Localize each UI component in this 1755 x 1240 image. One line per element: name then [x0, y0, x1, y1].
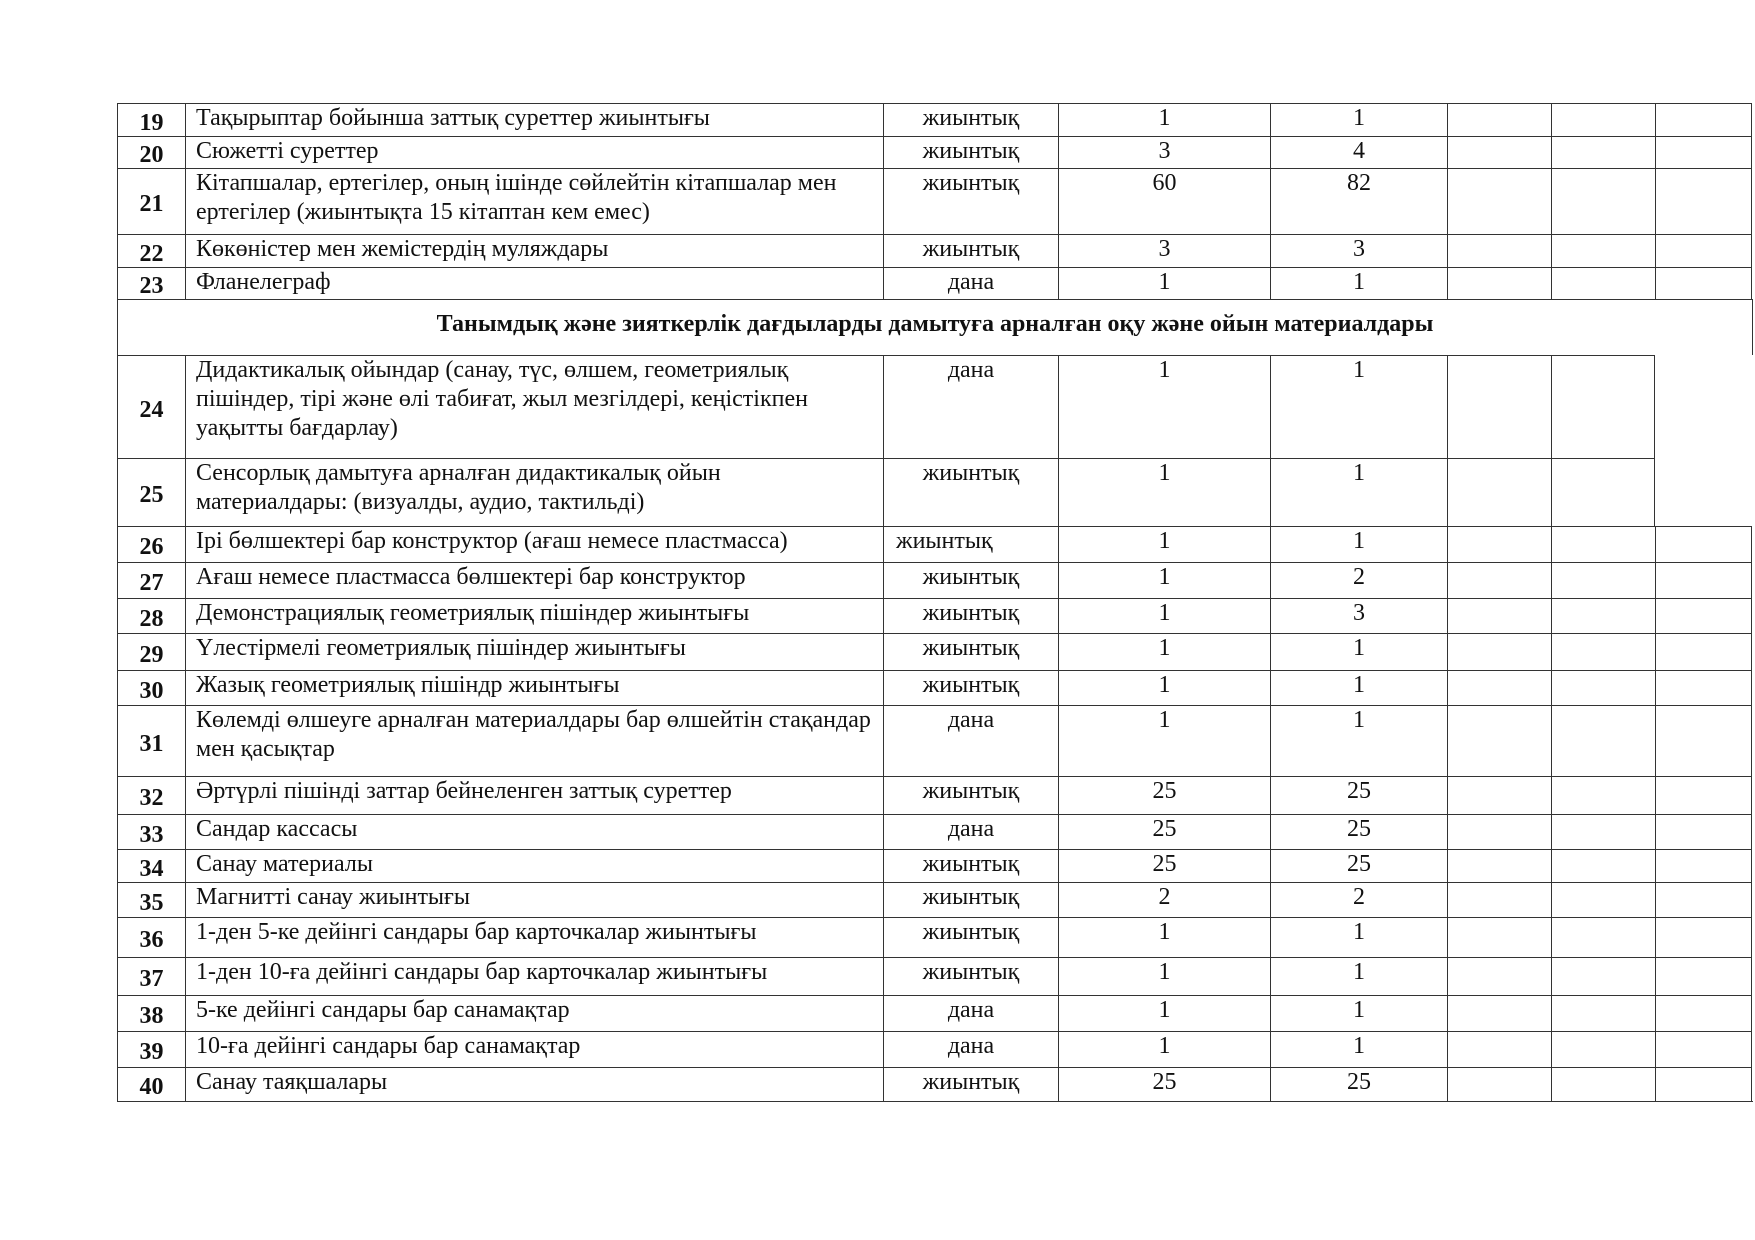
- item-unit: дана: [883, 355, 1058, 458]
- empty-cell: [1447, 1031, 1551, 1067]
- empty-cell: [1551, 917, 1655, 957]
- quantity-actual: 1: [1270, 917, 1447, 957]
- quantity-norm: 1: [1058, 103, 1270, 136]
- table-row: [117, 814, 1753, 849]
- empty-cell: [1447, 1067, 1551, 1101]
- item-unit: жиынтық: [883, 670, 1058, 705]
- row-number: 29: [117, 633, 185, 670]
- empty-cell: [1655, 776, 1752, 814]
- table-row: [117, 633, 1753, 670]
- row-number: 33: [117, 814, 185, 849]
- table-row: [117, 849, 1753, 882]
- empty-cell: [1551, 670, 1655, 705]
- empty-cell: [1447, 882, 1551, 917]
- item-name: Магнитті санау жиынтығы: [185, 882, 883, 917]
- empty-cell: [1447, 267, 1551, 299]
- table-row: [117, 103, 1753, 136]
- empty-cell: [1447, 458, 1551, 526]
- item-unit: жиынтық: [883, 526, 1058, 562]
- item-name: Сенсорлық дамытуға арналған дидактикалық ойын материалдары: (визуалды, аудио, тактильді): [185, 458, 883, 526]
- row-number: 26: [117, 526, 185, 562]
- quantity-actual: 1: [1270, 995, 1447, 1031]
- empty-cell: [1655, 882, 1752, 917]
- quantity-norm: 3: [1058, 234, 1270, 267]
- row-number: 20: [117, 136, 185, 168]
- row-number: 27: [117, 562, 185, 598]
- item-name: Демонстрациялық геометриялық пішіндер жиынтығы: [185, 598, 883, 633]
- empty-cell: [1447, 168, 1551, 234]
- row-number: 40: [117, 1067, 185, 1101]
- quantity-actual: 82: [1270, 168, 1447, 234]
- item-name: 10-ға дейінгі сандары бар санамақтар: [185, 1031, 883, 1067]
- quantity-norm: 1: [1058, 355, 1270, 458]
- quantity-norm: 3: [1058, 136, 1270, 168]
- quantity-norm: 25: [1058, 814, 1270, 849]
- quantity-actual: 1: [1270, 458, 1447, 526]
- empty-cell: [1447, 814, 1551, 849]
- row-number: 25: [117, 458, 185, 526]
- quantity-norm: 25: [1058, 849, 1270, 882]
- item-name: Сюжетті суреттер: [185, 136, 883, 168]
- item-name: Санау таяқшалары: [185, 1067, 883, 1101]
- table-row: [117, 267, 1753, 299]
- empty-cell: [1551, 103, 1655, 136]
- empty-cell: [1447, 776, 1551, 814]
- item-name: Көлемді өлшеуге арналған материалдары бар өлшейтін стақандар мен қасықтар: [185, 705, 883, 776]
- empty-cell: [1655, 633, 1752, 670]
- empty-cell: [1655, 562, 1752, 598]
- table-row: [117, 670, 1753, 705]
- empty-cell: [1655, 136, 1752, 168]
- item-name: Көкөністер мен жемістердің муляждары: [185, 234, 883, 267]
- table-bottom-border: [117, 1101, 1753, 1102]
- quantity-actual: 2: [1270, 882, 1447, 917]
- item-unit: жиынтық: [883, 882, 1058, 917]
- quantity-norm: 1: [1058, 1031, 1270, 1067]
- empty-cell: [1551, 882, 1655, 917]
- table-row: [117, 526, 1753, 562]
- quantity-norm: 1: [1058, 670, 1270, 705]
- row-number: 19: [117, 103, 185, 136]
- empty-cell: [1655, 526, 1752, 562]
- empty-cell: [1551, 957, 1655, 995]
- empty-cell: [1551, 776, 1655, 814]
- quantity-norm: 1: [1058, 267, 1270, 299]
- quantity-actual: 4: [1270, 136, 1447, 168]
- empty-cell: [1447, 995, 1551, 1031]
- row-number: 38: [117, 995, 185, 1031]
- item-unit: дана: [883, 995, 1058, 1031]
- empty-cell: [1551, 168, 1655, 234]
- quantity-norm: 1: [1058, 562, 1270, 598]
- table-row: [117, 882, 1753, 917]
- empty-cell: [1655, 1031, 1752, 1067]
- item-name: Сандар кассасы: [185, 814, 883, 849]
- empty-cell: [1551, 234, 1655, 267]
- empty-cell: [1655, 995, 1752, 1031]
- item-name: Дидактикалық ойындар (санау, түс, өлшем, геометриялық пішіндер, тірі және өлі табиғат, жыл мезгілдері, кеңістікпен уақытты бағдарлау): [185, 355, 883, 458]
- row-number: 37: [117, 957, 185, 995]
- quantity-actual: 2: [1270, 562, 1447, 598]
- empty-cell: [1655, 234, 1752, 267]
- quantity-norm: 1: [1058, 917, 1270, 957]
- empty-cell: [1655, 598, 1752, 633]
- table-row: [117, 995, 1753, 1031]
- item-unit: жиынтық: [883, 103, 1058, 136]
- item-name: Ағаш немесе пластмасса бөлшектері бар конструктор: [185, 562, 883, 598]
- table-row: [117, 776, 1753, 814]
- empty-cell: [1551, 267, 1655, 299]
- item-unit: жиынтық: [883, 633, 1058, 670]
- item-unit: жиынтық: [883, 136, 1058, 168]
- quantity-actual: 25: [1270, 1067, 1447, 1101]
- item-unit: жиынтық: [883, 917, 1058, 957]
- item-name: Жазық геометриялық пішіндр жиынтығы: [185, 670, 883, 705]
- table-row: [117, 1031, 1753, 1067]
- quantity-norm: 1: [1058, 598, 1270, 633]
- quantity-norm: 1: [1058, 633, 1270, 670]
- quantity-actual: 1: [1270, 633, 1447, 670]
- item-name: 1-ден 5-ке дейінгі сандары бар карточкалар жиынтығы: [185, 917, 883, 957]
- quantity-norm: 60: [1058, 168, 1270, 234]
- empty-cell: [1551, 995, 1655, 1031]
- item-name: 5-ке дейінгі сандары бар санамақтар: [185, 995, 883, 1031]
- empty-cell: [1551, 526, 1655, 562]
- table-row: [117, 355, 1753, 458]
- empty-cell: [1447, 526, 1551, 562]
- row-number: 32: [117, 776, 185, 814]
- quantity-actual: 1: [1270, 526, 1447, 562]
- table-row: [117, 598, 1753, 633]
- empty-cell: [1655, 849, 1752, 882]
- empty-cell: [1551, 562, 1655, 598]
- row-number: 28: [117, 598, 185, 633]
- row-number: 21: [117, 168, 185, 234]
- quantity-actual: 25: [1270, 776, 1447, 814]
- empty-cell: [1447, 598, 1551, 633]
- row-number: 22: [117, 234, 185, 267]
- quantity-norm: 2: [1058, 882, 1270, 917]
- section-title: Танымдық және зияткерлік дағдыларды дамытуға арналған оқу және ойын материалдары: [117, 299, 1753, 355]
- table-row: [117, 1067, 1753, 1101]
- item-name: Санау материалы: [185, 849, 883, 882]
- table-row: [117, 917, 1753, 957]
- quantity-norm: 1: [1058, 995, 1270, 1031]
- empty-cell: [1655, 814, 1752, 849]
- row-number: 34: [117, 849, 185, 882]
- empty-cell: [1655, 168, 1752, 234]
- empty-cell: [1447, 849, 1551, 882]
- quantity-actual: 1: [1270, 1031, 1447, 1067]
- quantity-norm: 1: [1058, 957, 1270, 995]
- item-unit: жиынтық: [883, 776, 1058, 814]
- inventory-table: [117, 103, 1753, 1102]
- item-unit: жиынтық: [883, 234, 1058, 267]
- table-row: [117, 234, 1753, 267]
- empty-cell: [1447, 957, 1551, 995]
- item-name: Кітапшалар, ертегілер, оның ішінде сөйлейтін кітапшалар мен ертегілер (жиынтықта 15 кітаптан кем емес): [185, 168, 883, 234]
- quantity-norm: 1: [1058, 458, 1270, 526]
- item-unit: дана: [883, 705, 1058, 776]
- empty-cell: [1655, 705, 1752, 776]
- item-unit: жиынтық: [883, 849, 1058, 882]
- row-number: 31: [117, 705, 185, 776]
- row-number: 30: [117, 670, 185, 705]
- item-name: 1-ден 10-ға дейінгі сандары бар карточкалар жиынтығы: [185, 957, 883, 995]
- item-unit: жиынтық: [883, 458, 1058, 526]
- quantity-norm: 25: [1058, 1067, 1270, 1101]
- empty-cell: [1447, 136, 1551, 168]
- empty-cell: [1551, 355, 1655, 458]
- item-unit: жиынтық: [883, 957, 1058, 995]
- empty-cell: [1551, 598, 1655, 633]
- quantity-actual: 3: [1270, 598, 1447, 633]
- empty-cell: [1551, 814, 1655, 849]
- quantity-actual: 1: [1270, 670, 1447, 705]
- empty-cell: [1447, 633, 1551, 670]
- item-unit: жиынтық: [883, 598, 1058, 633]
- quantity-actual: 3: [1270, 234, 1447, 267]
- empty-cell: [1551, 1067, 1655, 1101]
- item-unit: жиынтық: [883, 168, 1058, 234]
- quantity-norm: 1: [1058, 526, 1270, 562]
- item-name: Үлестірмелі геометриялық пішіндер жиынтығы: [185, 633, 883, 670]
- item-unit: дана: [883, 814, 1058, 849]
- empty-cell: [1447, 670, 1551, 705]
- empty-cell: [1551, 1031, 1655, 1067]
- table-row: [117, 168, 1753, 234]
- empty-cell: [1551, 849, 1655, 882]
- empty-cell: [1551, 458, 1655, 526]
- empty-cell: [1447, 355, 1551, 458]
- row-number: 24: [117, 355, 185, 458]
- row-number: 39: [117, 1031, 185, 1067]
- table-row: [117, 562, 1753, 598]
- row-number: 23: [117, 267, 185, 299]
- item-name: Тақырыптар бойынша заттық суреттер жиынтығы: [185, 103, 883, 136]
- section-row: [117, 299, 1753, 355]
- item-name: Фланелеграф: [185, 267, 883, 299]
- item-unit: дана: [883, 1031, 1058, 1067]
- empty-cell: [1551, 633, 1655, 670]
- quantity-actual: 1: [1270, 355, 1447, 458]
- quantity-actual: 1: [1270, 267, 1447, 299]
- quantity-actual: 25: [1270, 849, 1447, 882]
- table-row: [117, 957, 1753, 995]
- quantity-norm: 25: [1058, 776, 1270, 814]
- quantity-actual: 1: [1270, 705, 1447, 776]
- table-row: [117, 458, 1753, 526]
- empty-cell: [1655, 670, 1752, 705]
- empty-cell: [1655, 103, 1752, 136]
- item-unit: дана: [883, 267, 1058, 299]
- empty-cell: [1447, 917, 1551, 957]
- quantity-actual: 1: [1270, 103, 1447, 136]
- empty-cell: [1655, 957, 1752, 995]
- row-number: 35: [117, 882, 185, 917]
- empty-cell: [1655, 1067, 1752, 1101]
- empty-cell: [1447, 705, 1551, 776]
- table-row: [117, 136, 1753, 168]
- empty-cell: [1655, 267, 1752, 299]
- empty-cell: [1447, 562, 1551, 598]
- item-name: Әртүрлі пішінді заттар бейнеленген заттық суреттер: [185, 776, 883, 814]
- quantity-actual: 25: [1270, 814, 1447, 849]
- empty-cell: [1551, 705, 1655, 776]
- quantity-actual: 1: [1270, 957, 1447, 995]
- empty-cell: [1655, 917, 1752, 957]
- quantity-norm: 1: [1058, 705, 1270, 776]
- item-unit: жиынтық: [883, 562, 1058, 598]
- item-unit: жиынтық: [883, 1067, 1058, 1101]
- empty-cell: [1447, 103, 1551, 136]
- empty-cell: [1447, 234, 1551, 267]
- row-number: 36: [117, 917, 185, 957]
- table-row: [117, 705, 1753, 776]
- item-name: Ірі бөлшектері бар конструктор (ағаш немесе пластмасса): [185, 526, 883, 562]
- empty-cell: [1551, 136, 1655, 168]
